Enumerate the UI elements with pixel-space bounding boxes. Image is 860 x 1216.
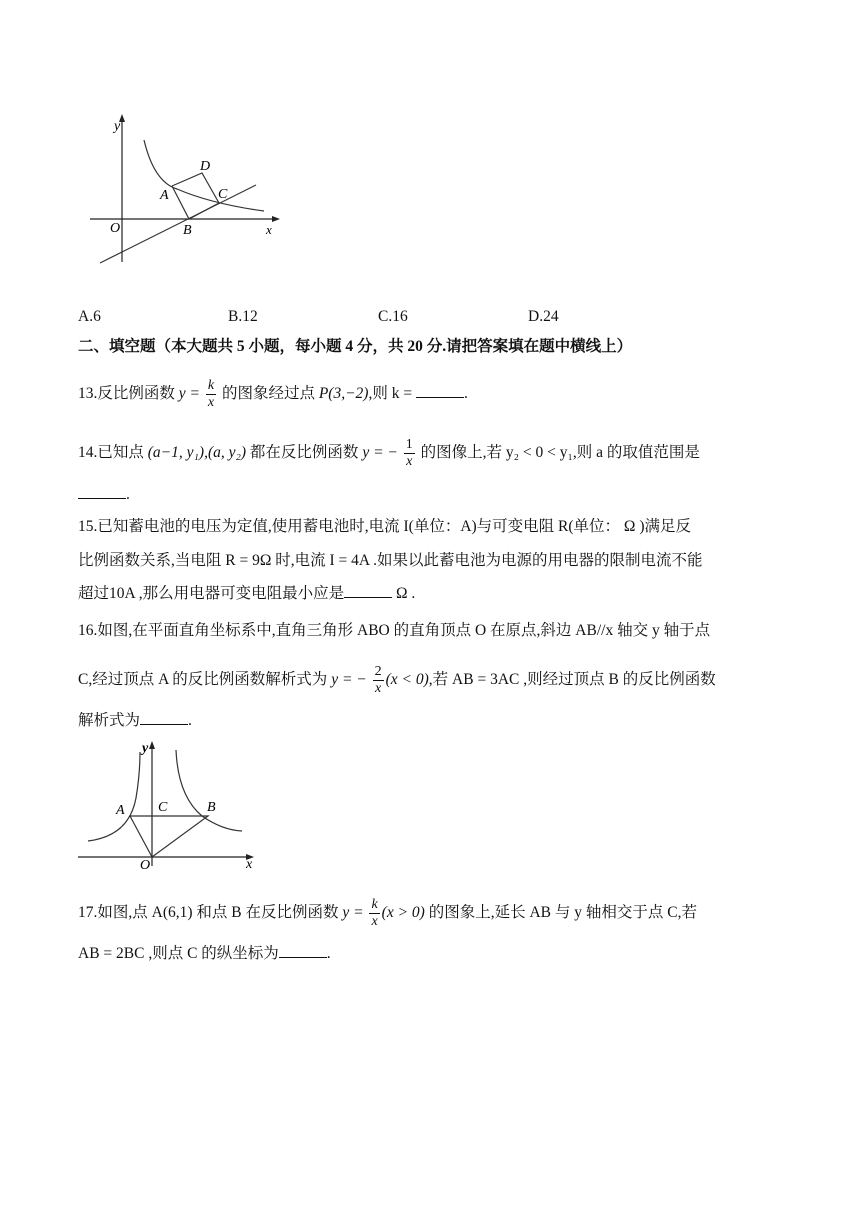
q15-line3 [78, 583, 778, 605]
q17-frac-num: k [371, 897, 378, 912]
option-c: C.16 [378, 308, 408, 325]
fig1-c-label: C [218, 187, 228, 202]
q14-fraction [404, 437, 415, 470]
figure-rhombus-hyperbola [82, 112, 292, 272]
q17-line1-rest: 的图象上,延长 AB 与 y 轴相交于点 C,若 [428, 904, 697, 922]
q17-line2-text: AB = 2BC ,则点 C 的纵坐标为 [78, 945, 279, 962]
q14-mid: 都在反比例函数 [249, 444, 359, 462]
q17-domain: (x > 0) [381, 904, 425, 922]
q17-frac-den: x [371, 914, 378, 929]
figure-right-triangle [74, 738, 264, 870]
question-13 [78, 378, 778, 411]
q16-line2-rest: ,若 AB = 3AC ,则经过顶点 B 的反比例函数 [428, 671, 716, 689]
q13-suffix: ,则 k = [368, 385, 413, 403]
q16-line3 [78, 710, 778, 732]
q13-prefix: 13.反比例函数 [78, 385, 175, 403]
q17-line1 [78, 897, 778, 930]
q16-frac-num: 2 [374, 664, 382, 679]
q13-fraction [206, 378, 216, 411]
question-14 [78, 437, 778, 470]
q13-mid: 的图象经过点 [221, 385, 315, 403]
q16-line2 [78, 664, 778, 697]
q16-line1: 16.如图,在平面直角坐标系中,直角三角形 ABO 的直角顶点 O 在原点,斜边 AB//x 轴交 y 轴于点 [78, 622, 711, 639]
q17-line2 [78, 943, 778, 965]
q16-fraction [373, 664, 384, 697]
option-d: D.24 [528, 308, 559, 325]
q17-end: . [326, 945, 331, 962]
q15-line3-text: 超过10A ,那么用电器可变电阻最小应是 [78, 585, 345, 602]
option-a: A.6 [78, 308, 101, 325]
q16-frac-den: x [375, 681, 382, 696]
q13-point: P(3,−2) [318, 385, 369, 403]
q13-frac-den: x [207, 395, 215, 410]
q17-line1-text: 17.如图,点 A(6,1) 和点 B 在反比例函数 [78, 904, 339, 922]
q14-frac-den: x [406, 454, 413, 469]
fig2-a-label: A [116, 803, 125, 818]
fig2-x-label: x [246, 857, 253, 870]
q16-end: . [188, 712, 192, 729]
q13-answer-blank[interactable] [416, 383, 464, 398]
fig1-y-label: y [114, 119, 121, 134]
q15-line1: 15.已知蓄电池的电压为定值,使用蓄电池时,电流 I(单位：A)与可变电阻 R(单位： Ω )满足反 [78, 518, 691, 535]
q14-answer-blank[interactable] [78, 484, 126, 499]
option-b: B.12 [228, 308, 258, 325]
q13-y-eq: y = [178, 385, 200, 403]
fig2-origin-label: O [140, 858, 151, 870]
q16-line2-text: C,经过顶点 A 的反比例函数解析式为 [78, 671, 328, 689]
q13-frac-num: k [207, 378, 215, 393]
q16-y-eq: y = − [331, 671, 367, 689]
question-14-blank-line [78, 484, 778, 506]
q13-end: . [463, 385, 468, 403]
fig1-d-label: D [200, 159, 211, 174]
q15-answer-blank[interactable] [344, 583, 392, 598]
fig2-b-label: B [207, 800, 216, 815]
q17-answer-blank[interactable] [279, 943, 327, 958]
q14-suffix: 的图像上,若 y₂ < 0 < y₁,则 a 的取值范围是 [420, 444, 700, 462]
q16-answer-blank[interactable] [140, 710, 188, 725]
fig1-x-label: x [266, 222, 272, 237]
fig2-c-label: C [158, 800, 168, 815]
fig1-b-label: B [183, 223, 192, 238]
q17-fraction [369, 897, 379, 930]
q16-domain: (x < 0) [385, 671, 429, 689]
fig2-y-label: y [142, 741, 149, 756]
section-header: 二、填空题（本大题共 5 小题，每小题 4 分，共 20 分.请把答案填在题中横线上） [78, 338, 633, 355]
q14-prefix: 14.已知点 [78, 444, 144, 462]
q15-unit: Ω . [392, 585, 416, 602]
q14-end: . [126, 486, 130, 503]
q14-frac-num: 1 [405, 437, 413, 452]
q15-line2: 比例函数关系,当电阻 R = 9Ω 时,电流 I = 4A .如果以此蓄电池为电源的用电器的限制电流不能 [78, 552, 703, 569]
fig1-a-label: A [160, 188, 169, 203]
fig1-origin-label: O [110, 221, 121, 236]
q17-y-eq: y = [342, 904, 364, 922]
q16-line3-text: 解析式为 [78, 712, 141, 729]
q14-points: (a−1, y₁),(a, y₂) [147, 444, 247, 462]
q14-y-eq: y = − [362, 444, 398, 462]
